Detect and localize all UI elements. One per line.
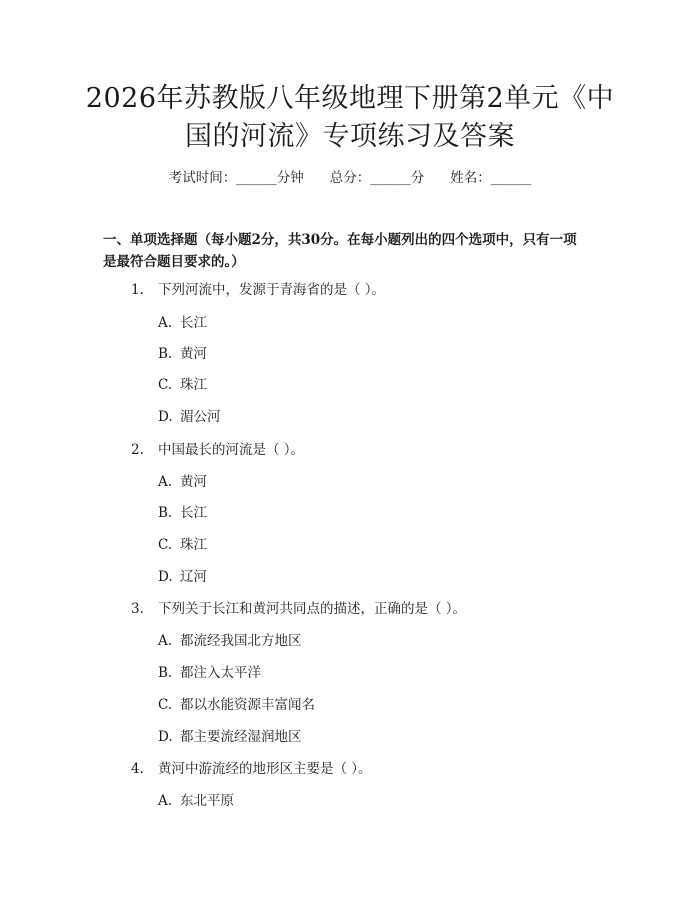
question-text: 中国最长的河流是（ ）。 <box>158 442 305 458</box>
question-2-option-b <box>158 504 207 522</box>
section-heading-single-choice <box>103 229 603 273</box>
option-letter: A. <box>158 315 173 331</box>
option-letter: A. <box>158 474 173 490</box>
option-text: 都注入太平洋 <box>180 665 261 681</box>
title-line-2: 国的河流》专项练习及答案 <box>185 121 515 152</box>
option-text: 都以水能资源丰富闻名 <box>180 697 315 713</box>
exam-score-label: 总分：______分 <box>329 170 425 186</box>
option-letter: D. <box>158 409 173 425</box>
document-title <box>60 80 640 156</box>
question-text: 下列关于长江和黄河共同点的描述，正确的是（ ）。 <box>158 601 467 617</box>
question-2-option-a <box>158 473 207 491</box>
question-3-option-d <box>158 728 302 746</box>
question-2-option-c <box>158 536 207 554</box>
option-letter: B. <box>158 346 173 362</box>
question-2 <box>131 441 304 459</box>
title-line-1: 2026年苏教版八年级地理下册第2单元《中 <box>85 83 615 114</box>
option-text: 珠江 <box>180 377 207 393</box>
question-1-option-c <box>158 376 207 394</box>
option-text: 珠江 <box>180 537 207 553</box>
option-text: 都流经我国北方地区 <box>180 633 302 649</box>
option-letter: A. <box>158 793 173 809</box>
question-text: 下列河流中，发源于青海省的是（ ）。 <box>158 282 386 298</box>
question-4 <box>131 760 372 778</box>
question-number: 1. <box>131 282 144 298</box>
exam-time-label: 考试时间：______分钟 <box>168 170 304 186</box>
question-4-option-a <box>158 792 234 810</box>
option-text: 长江 <box>180 315 207 331</box>
option-text: 黄河 <box>180 474 207 490</box>
question-1 <box>131 281 385 299</box>
option-letter: C. <box>158 697 173 713</box>
option-text: 长江 <box>180 505 207 521</box>
question-3-option-b <box>158 664 261 682</box>
option-text: 东北平原 <box>180 793 234 809</box>
question-1-option-d <box>158 408 221 426</box>
option-letter: C. <box>158 377 173 393</box>
question-3 <box>131 600 466 618</box>
question-number: 4. <box>131 761 144 777</box>
section-heading-line-1: 一、单项选择题（每小题2分，共30分。在每小题列出的四个选项中，只有一项 <box>103 232 577 248</box>
option-text: 湄公河 <box>180 409 221 425</box>
option-letter: C. <box>158 537 173 553</box>
question-3-option-a <box>158 632 302 650</box>
exam-name-label: 姓名：______ <box>450 170 532 186</box>
option-letter: A. <box>158 633 173 649</box>
option-text: 黄河 <box>180 346 207 362</box>
option-letter: D. <box>158 729 173 745</box>
option-letter: B. <box>158 665 173 681</box>
question-number: 3. <box>131 601 144 617</box>
exam-meta <box>60 169 640 187</box>
question-1-option-a <box>158 314 207 332</box>
question-text: 黄河中游流经的地形区主要是（ ）。 <box>158 761 372 777</box>
option-text: 辽河 <box>180 569 207 585</box>
question-3-option-c <box>158 696 315 714</box>
section-heading-line-2: 是最符合题目要求的。） <box>103 254 245 270</box>
question-2-option-d <box>158 568 207 586</box>
option-letter: D. <box>158 569 173 585</box>
question-1-option-b <box>158 345 207 363</box>
option-text: 都主要流经湿润地区 <box>180 729 302 745</box>
question-number: 2. <box>131 442 144 458</box>
option-letter: B. <box>158 505 173 521</box>
